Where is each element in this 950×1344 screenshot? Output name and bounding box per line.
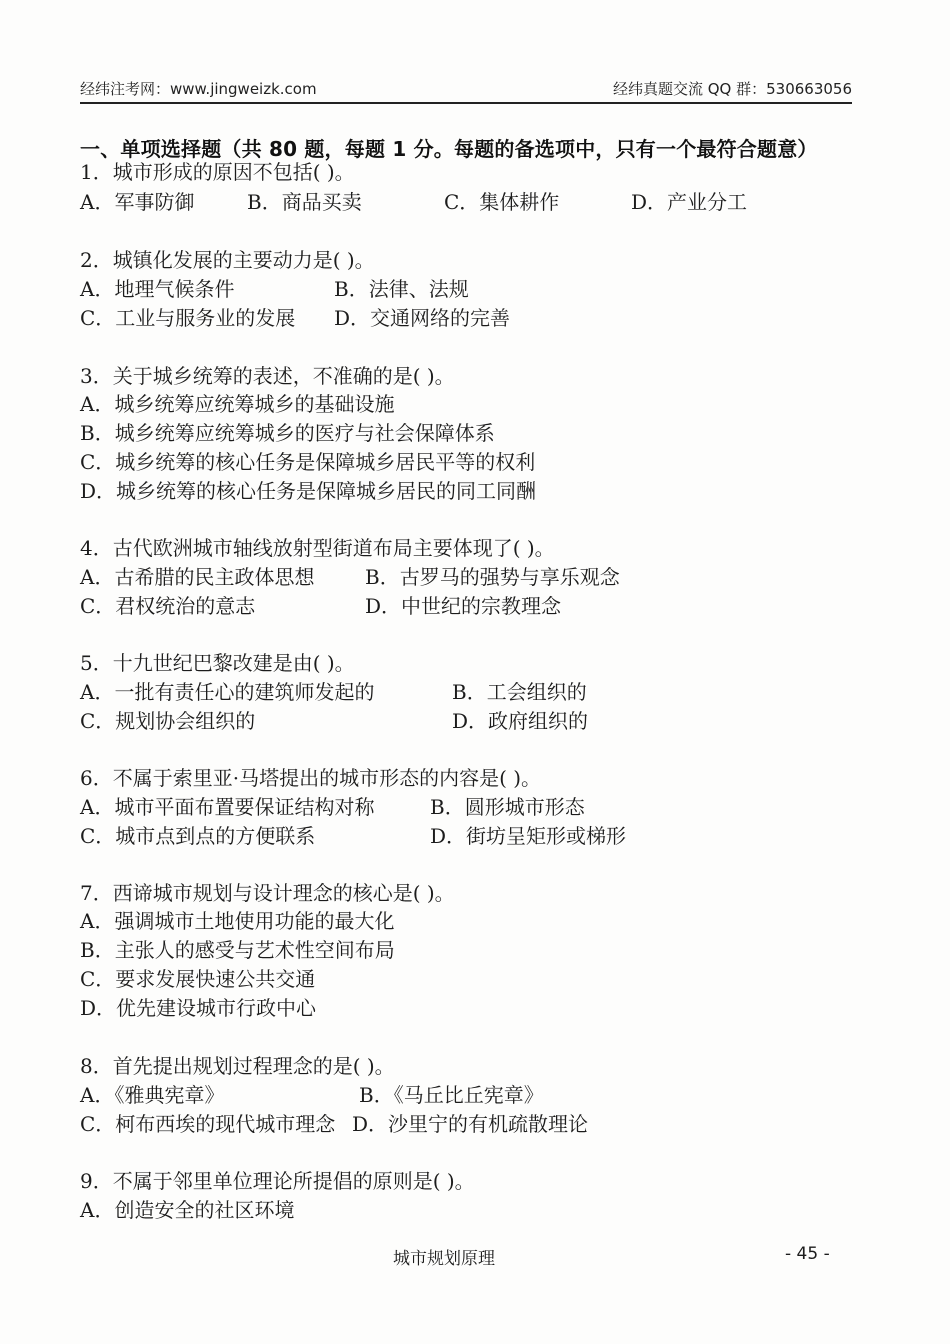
option-d: D．交通网络的完善 <box>334 306 511 330</box>
option-a: A．城乡统筹应统筹城乡的基础设施 <box>80 392 395 416</box>
footer-title: 城市规划原理 <box>393 1249 495 1269</box>
option-a: A．《雅典宪章》 <box>80 1083 225 1107</box>
option-a: A．一批有责任心的建筑师发起的 <box>80 680 375 704</box>
option-b: B．主张人的感受与艺术性空间布局 <box>80 938 395 962</box>
option-a: A．地理气候条件 <box>80 277 235 301</box>
header-website: 经纬注考网：www.jingweizk.com <box>80 80 317 98</box>
option-b: B．商品买卖 <box>247 190 362 214</box>
option-a: A．创造安全的社区环境 <box>80 1198 295 1222</box>
question-stem: 3．关于城乡统筹的表述，不准确的是( )。 <box>80 364 455 388</box>
option-d: D．政府组织的 <box>452 709 589 733</box>
option-c: C．城乡统筹的核心任务是保障城乡居民平等的权利 <box>80 450 536 474</box>
page-number: - 45 - <box>785 1244 830 1264</box>
question-stem: 2．城镇化发展的主要动力是( )。 <box>80 248 375 272</box>
option-d: D．产业分工 <box>631 190 748 214</box>
page-header <box>80 76 852 104</box>
question-stem: 7．西谛城市规划与设计理念的核心是( )。 <box>80 881 455 905</box>
option-d: D．中世纪的宗教理念 <box>365 594 562 618</box>
option-d: D．城乡统筹的核心任务是保障城乡居民的同工同酬 <box>80 479 537 503</box>
question-stem: 4．古代欧洲城市轴线放射型街道布局主要体现了( )。 <box>80 536 555 560</box>
question-stem: 1．城市形成的原因不包括( )。 <box>80 160 355 184</box>
option-b: B．城乡统筹应统筹城乡的医疗与社会保障体系 <box>80 421 495 445</box>
section-title: 一、单项选择题（共 80 题，每题 1 分。每题的备选项中，只有一个最符合题意） <box>80 137 818 161</box>
question-stem: 9．不属于邻里单位理论所提倡的原则是( )。 <box>80 1169 475 1193</box>
option-b: B．法律、法规 <box>334 277 469 301</box>
option-c: C．要求发展快速公共交通 <box>80 967 316 991</box>
option-c: C．规划协会组织的 <box>80 709 256 733</box>
option-a: A．军事防御 <box>80 190 195 214</box>
option-b: B．古罗马的强势与享乐观念 <box>365 565 620 589</box>
option-c: C．集体耕作 <box>444 190 560 214</box>
option-d: D．街坊呈矩形或梯形 <box>430 824 627 848</box>
option-a: A．古希腊的民主政体思想 <box>80 565 315 589</box>
option-c: C．柯布西埃的现代城市理念 <box>80 1112 336 1136</box>
option-d: D．沙里宁的有机疏散理论 <box>352 1112 589 1136</box>
question-stem: 6．不属于索里亚·马塔提出的城市形态的内容是( )。 <box>80 766 542 790</box>
question-stem: 5．十九世纪巴黎改建是由( )。 <box>80 651 355 675</box>
option-b: B．工会组织的 <box>452 680 587 704</box>
option-c: C．工业与服务业的发展 <box>80 306 296 330</box>
option-d: D．优先建设城市行政中心 <box>80 996 317 1020</box>
option-b: B．《马丘比丘宪章》 <box>359 1083 544 1107</box>
option-c: C．城市点到点的方便联系 <box>80 824 316 848</box>
option-c: C．君权统治的意志 <box>80 594 256 618</box>
option-b: B．圆形城市形态 <box>430 795 585 819</box>
question-stem: 8．首先提出规划过程理念的是( )。 <box>80 1054 395 1078</box>
header-qq-group: 经纬真题交流 QQ 群：530663056 <box>612 80 852 98</box>
option-a: A．城市平面布置要保证结构对称 <box>80 795 375 819</box>
option-a: A．强调城市土地使用功能的最大化 <box>80 909 395 933</box>
